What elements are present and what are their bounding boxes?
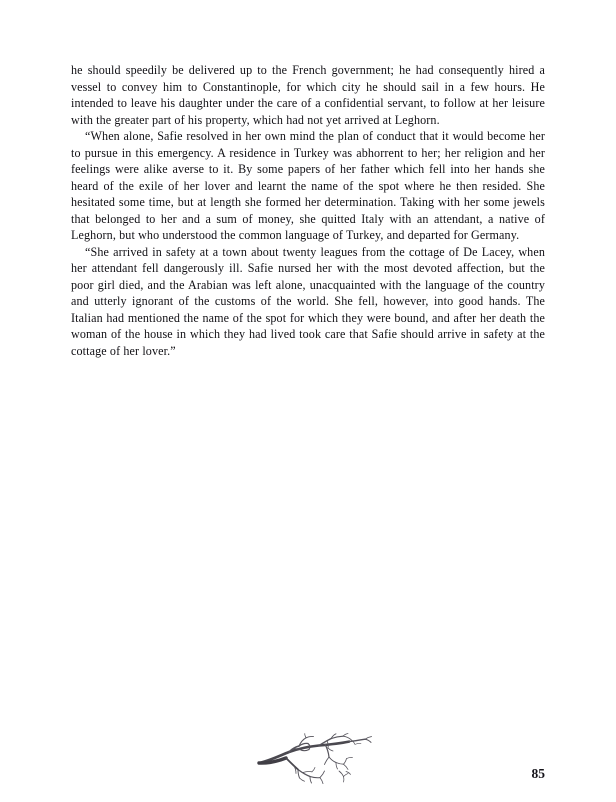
bare-tree-branch-icon xyxy=(255,733,375,791)
body-paragraph: “She arrived in safety at a town about twenty leagues from the cottage of De Lacey, when her attendant fell dangerously ill. Safie nursed her with the most devoted affection, but the poor girl died, and the Arabian was left alone, unacquainted with the language of the country and utterly ignorant of the customs of the world. She fell, however, into good hands. The Italian had mentioned the name of the spot for which they were bound, and after her death the woman of the house in which they had lived took care that Safie should arrive in safety at the cottage of her lover.” xyxy=(71,244,545,358)
body-paragraph: “When alone, Safie resolved in her own mind the plan of conduct that it would become her to pursue in this emergency. A residence in Turkey was abhorrent to her; her religion and her feelings were alike averse to it. By some papers of her father which fell into her hands she heard of the exile of her lover and learnt the name of the spot where he then resided. She hesitated some time, but at length she formed her determination. Taking with her some jewels that belonged to her and a sum of money, she quitted Italy with an attendant, a native of Leghorn, but who understood the common language of Turkey, and departed for Germany. xyxy=(71,129,545,242)
body-paragraph: he should speedily be delivered up to the French government; he had consequently hired a vessel to convey him to Constantinople, for which city he should sail in a few hours. He intended to leave his daughter under the care of a confidential servant, to follow at her leisure with the greater part of his property, which had not yet arrived at Leghorn. xyxy=(71,63,545,127)
page-number: 85 xyxy=(531,766,545,781)
page-text-column xyxy=(71,62,545,359)
